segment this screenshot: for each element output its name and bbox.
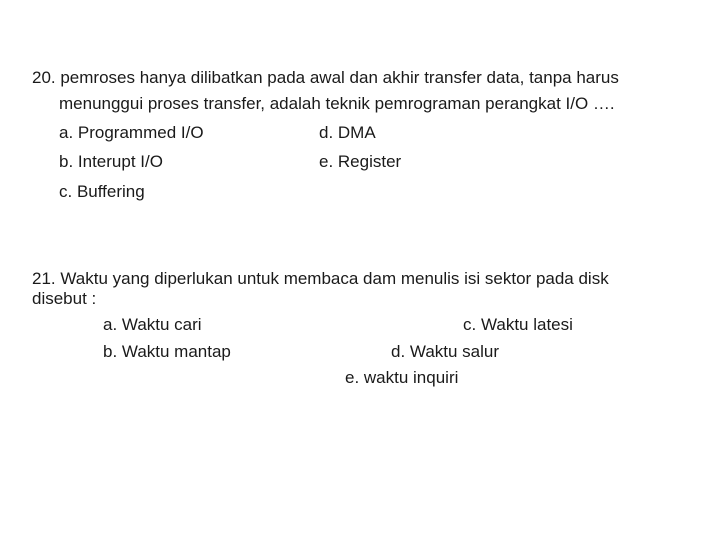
question-20-option-a: a. Programmed I/O (59, 123, 204, 142)
question-20-text-line-2: menunggui proses transfer, adalah teknik pemrograman perangkat I/O …. (59, 94, 615, 113)
question-21-option-d: d. Waktu salur (391, 342, 500, 361)
question-21-option-b: b. Waktu mantap (103, 342, 231, 361)
question-20-option-b: b. Interupt I/O (59, 152, 163, 171)
question-20-text-line-1: 20. pemroses hanya dilibatkan pada awal dan akhir transfer data, tanpa harus (32, 68, 619, 87)
question-21-option-c: c. Waktu latesi (463, 315, 573, 334)
question-21-option-e: e. waktu inquiri (345, 368, 459, 387)
question-20-option-e: e. Register (319, 152, 402, 171)
question-20-option-d: d. DMA (319, 123, 376, 142)
question-21-option-a: a. Waktu cari (103, 315, 202, 334)
question-20-option-c: c. Buffering (59, 182, 145, 201)
question-21-text-line-2: disebut : (32, 289, 97, 308)
question-21-text-line-1: 21. Waktu yang diperlukan untuk membaca dam menulis isi sektor pada disk (32, 269, 609, 288)
